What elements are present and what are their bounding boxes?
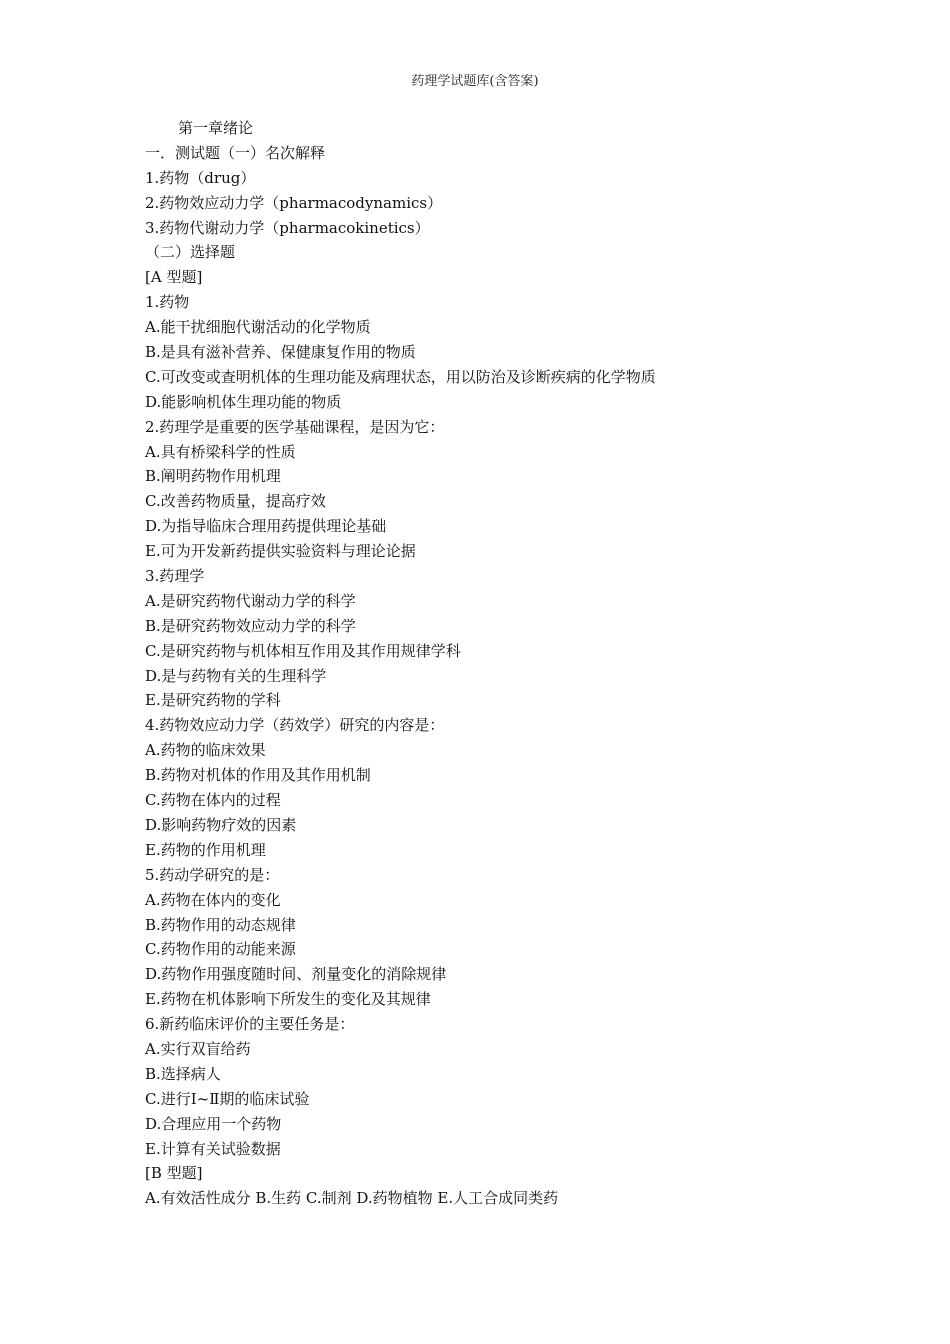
option: C.改善药物质量，提高疗效 (145, 492, 326, 511)
option: D.能影响机体生理功能的物质 (145, 392, 342, 411)
section-heading: （二）选择题 (145, 243, 236, 262)
option: B.选择病人 (145, 1064, 221, 1083)
option: E.药物在机体影响下所发生的变化及其规律 (145, 990, 431, 1009)
question-type-label: [B 型题] (145, 1164, 203, 1183)
question: 2.药理学是重要的医学基础课程，是因为它： (145, 417, 445, 436)
option: D.合理应用一个药物 (145, 1114, 282, 1133)
option: E.计算有关试验数据 (145, 1139, 281, 1158)
option: D.为指导临床合理用药提供理论基础 (145, 517, 387, 536)
option: E.药物的作用机理 (145, 840, 266, 859)
option: B.药物作用的动态规律 (145, 915, 296, 934)
option: A.实行双盲给药 (145, 1039, 251, 1058)
term-item: 3.药物代谢动力学（pharmacokinetics） (145, 218, 430, 237)
question: 4.药物效应动力学（药效学）研究的内容是： (145, 716, 445, 735)
option: A.是研究药物代谢动力学的科学 (145, 591, 356, 610)
option: A.药物的临床效果 (145, 741, 266, 760)
option: C.可改变或查明机体的生理功能及病理状态，用以防治及诊断疾病的化学物质 (145, 367, 656, 386)
option: A.具有桥梁科学的性质 (145, 442, 296, 461)
option: A.能干扰细胞代谢活动的化学物质 (145, 318, 371, 337)
term-item: 2.药物效应动力学（pharmacodynamics） (145, 193, 443, 212)
option: C.进行Ⅰ~Ⅱ期的临床试验 (145, 1089, 310, 1108)
question: 6.新药临床评价的主要任务是： (145, 1015, 355, 1034)
option: C.药物在体内的过程 (145, 791, 281, 810)
question: 3.药理学 (145, 567, 205, 586)
option: E.可为开发新药提供实验资料与理论论据 (145, 542, 416, 561)
question: 1.药物 (145, 293, 190, 312)
option: A.药物在体内的变化 (145, 890, 281, 909)
question-type-label: [A 型题] (145, 268, 203, 287)
option: D.影响药物疗效的因素 (145, 815, 297, 834)
option: B.药物对机体的作用及其作用机制 (145, 766, 371, 785)
option: B.是研究药物效应动力学的科学 (145, 616, 356, 635)
option: C.药物作用的动能来源 (145, 940, 296, 959)
option-list: A.有效活性成分 B.生药 C.制剂 D.药物植物 E.人工合成同类药 (145, 1189, 559, 1208)
option: C.是研究药物与机体相互作用及其作用规律学科 (145, 641, 461, 660)
section-heading: 一．测试题（一）名次解释 (145, 143, 326, 162)
option: D.药物作用强度随时间、剂量变化的消除规律 (145, 965, 447, 984)
option: B.是具有滋补营养、保健康复作用的物质 (145, 343, 416, 362)
option: E.是研究药物的学科 (145, 691, 281, 710)
question: 5.药动学研究的是： (145, 865, 280, 884)
page-header: 药理学试题库(含答案) (411, 74, 539, 89)
option: D.是与药物有关的生理科学 (145, 666, 327, 685)
document-body (145, 116, 865, 1211)
term-item: 1.药物（drug） (145, 168, 256, 187)
option: B.阐明药物作用机理 (145, 467, 281, 486)
chapter-title: 第一章绪论 (178, 119, 254, 137)
